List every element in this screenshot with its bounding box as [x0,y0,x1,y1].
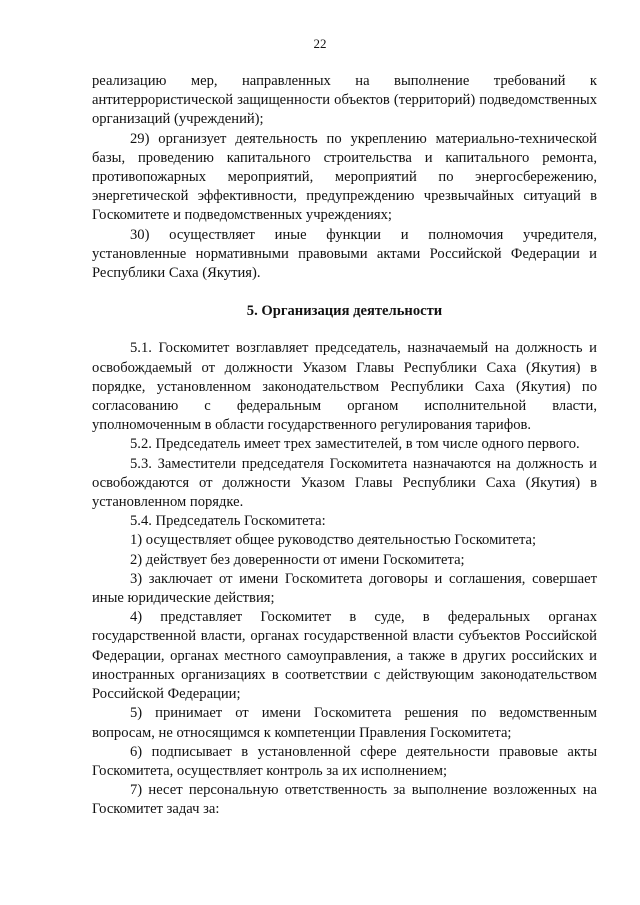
paragraph: 2) действует без доверенности от имени Госкомитета; [130,551,465,568]
paragraph: 1) осуществляет общее руководство деятельностью Госкомитета; [130,532,537,549]
paragraphs-after-heading [92,339,597,819]
paragraphs-before-heading [92,72,597,283]
paragraph: 5.3. Заместители председателя Госкомитета назначаются на должность и освобождаются от должности Указом Главы Республики Саха (Якутия) в установленном порядке. [92,455,597,511]
page-number: 22 [313,36,327,51]
paragraph: 29) организует деятельность по укреплению материально-технической базы, проведению капитального строительства и капитального ремонта, противопожарных мероприятий, мероприятий по энергосбережению, энергетической эффективности, предупреждению чрезвычайных ситуаций в Госкомитете и подведомственных учреждениях; [92,130,597,224]
section-heading: 5. Организация деятельности [246,303,443,320]
paragraph: 5.1. Госкомитет возглавляет председатель, назначаемый на должность и освобождаемый от должности Указом Главы Республики Саха (Якутия) в порядке, установленном законодательством Республики Саха (Якутия) по согласованию с федеральным органом исполнительной власти, уполномоченным в области государственного регулирования тарифов. [92,340,597,434]
paragraph: 3) заключает от имени Госкомитета договоры и соглашения, совершает иные юридические действия; [92,570,597,607]
document-body [92,72,597,820]
paragraph: 5.2. Председатель имеет трех заместителей, в том числе одного первого. [130,436,580,453]
paragraph: 5) принимает от имени Госкомитета решения по ведомственным вопросам, не относящимся к компетенции Правления Госкомитета; [92,705,597,741]
paragraph: 4) представляет Госкомитет в суде, в федеральных органах государственной власти, органах государственной власти субъектов Российской Федерации, органах местного самоуправления, а также в других российских и иностранных организациях в соответствии с действующим законодательством Российской Федерации; [92,609,597,703]
paragraph: 5.4. Председатель Госкомитета: [130,513,326,530]
paragraph: реализацию мер, направленных на выполнение требований к антитеррористической защищенности объектов (территорий) подведомственных организаций (учреждений); [92,73,597,128]
paragraph: 6) подписывает в установленной сфере деятельности правовые акты Госкомитета, осуществляет контроль за их исполнением; [92,743,597,779]
paragraph: 30) осуществляет иные функции и полномочия учредителя, установленные нормативными правовыми актами Российской Федерации и Республики Саха (Якутия). [92,226,597,282]
paragraph: 7) несет персональную ответственность за выполнение возложенных на Госкомитет задач за: [92,782,597,818]
